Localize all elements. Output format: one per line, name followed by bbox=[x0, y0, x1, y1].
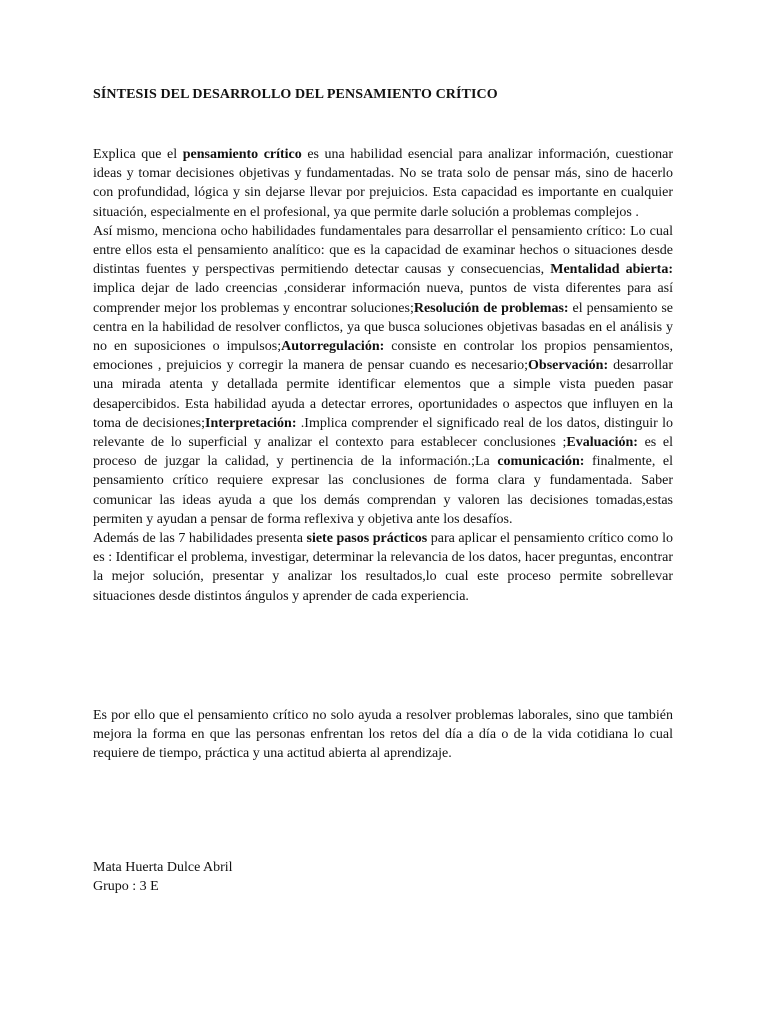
bold-term: pensamiento crítico bbox=[182, 147, 302, 162]
bold-term: Interpretación: bbox=[205, 415, 297, 431]
bold-term: comunicación: bbox=[497, 454, 585, 470]
bold-term: Evaluación: bbox=[566, 435, 638, 451]
paragraph-text: finalmente, el pensamiento crítico requiere expresar las conclusiones de forma clara y fundamentada. Saber comunicar las ideas ayuda a que los demás comprendan y valoren las decisiones tomadas,estas permiten y ayudan a pensar de forma reflexiva y objetiva ante los desafíos. bbox=[93, 454, 673, 527]
paragraph-text: .Implica comprender el significado real de los datos, distinguir lo relevante de lo superficial y analizar el contexto para establecer conclusiones ; bbox=[93, 415, 673, 451]
paragraph-text: Así mismo, menciona ocho habilidades fundamentales para desarrollar el pensamiento crítico: Lo cual entre ellos esta el pensamiento analítico: que es la capacidad de examinar hechos o situaciones desde distintas fuentes y perspectivas permitiendo detectar causas y consecuencias, bbox=[93, 223, 673, 278]
paragraph-introduction bbox=[93, 145, 673, 222]
paragraph-skills bbox=[93, 222, 673, 529]
paragraph-text: es una habilidad esencial para analizar información, cuestionar ideas y tomar decisiones objetivas y fundamentadas. No se trata solo de pensar más, sino de hacerlo con profundidad, lógica y sin dejarse llevar por prejuicios. Esta capacidad es importante en cualquier situación, especialmente en el profesional, ya que permite darle solución a problemas complejos . bbox=[93, 147, 673, 220]
paragraph-text: el pensamiento se centra en la habilidad de resolver conflictos, ya que busca soluciones objetivas basadas en el análisis y no en suposiciones o impulsos; bbox=[93, 300, 674, 355]
author-name: Mata Huerta Dulce Abril bbox=[93, 860, 233, 875]
paragraph-text: para aplicar el pensamiento crítico como lo es : Identificar el problema, investigar, determinar la relevancia de los datos, hacer preguntas, encontrar la mejor solución, presentar y analizar los resultados,lo cual este proceso permite sobrellevar situaciones desde distintos ángulos y aprender de cada experiencia. bbox=[93, 531, 673, 604]
document-body bbox=[93, 145, 673, 606]
paragraph-text: Es por ello que el pensamiento crítico no solo ayuda a resolver problemas laborales, sino que también mejora la forma en que las personas enfrentan los retos del día a día o de la vida cotidiana lo cual requiere de tiempo, práctica y una actitud abierta al aprendizaje. bbox=[93, 708, 673, 762]
paragraph-text: Explica que el bbox=[93, 147, 183, 162]
bold-term: Autorregulación: bbox=[281, 339, 385, 355]
bold-term: Mentalidad abierta: bbox=[550, 262, 674, 278]
document-title: SÍNTESIS DEL DESARROLLO DEL PENSAMIENTO CRÍTICO bbox=[93, 87, 498, 102]
bold-term: Observación: bbox=[528, 358, 609, 374]
paragraph-text: consiste en controlar los propios pensamientos, emociones , prejuicios y corregir la manera de pensar cuando es necesario; bbox=[93, 339, 673, 374]
paragraph-practical-steps bbox=[93, 529, 673, 606]
bold-term: siete pasos prácticos bbox=[306, 531, 428, 547]
author-group: Grupo : 3 E bbox=[93, 879, 159, 894]
paragraph-conclusion bbox=[93, 706, 673, 764]
paragraph-text: Además de las 7 habilidades presenta bbox=[93, 531, 307, 547]
paragraph-text: implica dejar de lado creencias ,considerar información nueva, puntos de vista diferentes para así comprender mejor los problemas y encontrar soluciones; bbox=[93, 281, 673, 316]
paragraph-text: es el proceso de juzgar la calidad, y pertinencia de la información.;La bbox=[93, 435, 673, 470]
bold-term: Resolución de problemas: bbox=[413, 300, 569, 316]
paragraph-text: desarrollar una mirada atenta y detallada permite identificar elementos que a simple vista pueden pasar desapercibidos. Esta habilidad ayuda a detectar errores, oportunidades o aspectos que influyen en la toma de decisiones; bbox=[93, 358, 674, 431]
